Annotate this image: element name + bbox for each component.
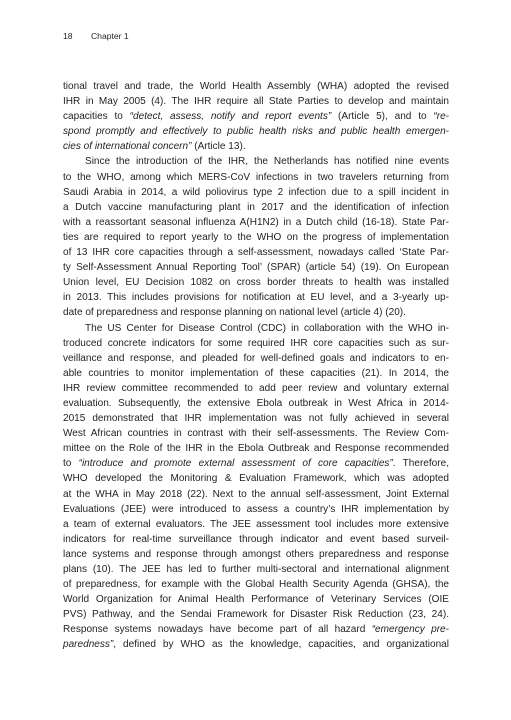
- text-run: Union level, EU Decision 1082 on cross border threats to health was installed: [63, 277, 449, 289]
- text-line: [63, 637, 449, 652]
- text-line: [63, 456, 449, 471]
- text-line: [63, 547, 449, 562]
- paragraph: [63, 79, 449, 154]
- italic-quote: cies of international concern”: [63, 141, 192, 153]
- text-line: [63, 607, 449, 622]
- text-run: ty Self-Assessment Annual Reporting Tool’ (SPAR) (article 54) (19). On European: [63, 262, 449, 274]
- text-line: [63, 215, 449, 230]
- page-number: 18: [63, 31, 73, 41]
- text-line: [63, 79, 449, 94]
- italic-quote: “detect, assess, notify and report events”: [129, 111, 332, 123]
- text-line: [63, 94, 449, 109]
- text-run: (Article 5), and to: [331, 111, 434, 123]
- text-run: World Organization for Animal Health Performance of Veterinary Services (OIE: [63, 594, 449, 606]
- text-run: mittee on the Role of the IHR in the Ebola Outbreak and Response recommended: [63, 443, 449, 455]
- text-run: capacities to: [63, 111, 130, 123]
- italic-quote: spond promptly and effectively to public health risks and public health emergen-: [63, 126, 449, 138]
- text-line: [63, 275, 449, 290]
- text-run: of preparedness, for example with the Global Health Security Agenda (GHSA), the: [63, 579, 449, 591]
- text-line: [63, 592, 449, 607]
- text-run: indicators for real-time surveillance through indicator and event based surveil-: [63, 533, 449, 545]
- text-line: [63, 366, 449, 381]
- text-run: (Article 13).: [191, 141, 246, 153]
- text-run: 2015 demonstrated that IHR implementation was not fully achieved in several: [63, 413, 449, 425]
- italic-quote: “re-: [433, 111, 450, 123]
- text-line: [63, 517, 449, 532]
- text-line: [63, 622, 449, 637]
- text-line: [63, 245, 449, 260]
- text-line: [63, 124, 449, 139]
- text-line: [63, 154, 449, 169]
- text-run: ties are required to report yearly to the WHO on the progress of implementation: [63, 231, 449, 243]
- text-run: a team of external evaluators. The JEE assessment tool includes more extensive: [63, 518, 449, 530]
- text-run: IHR review committee recommended to add peer review and voluntary external: [63, 382, 449, 394]
- text-line: [63, 351, 449, 366]
- text-run: to the WHO, among which MERS-CoV infections in two travelers returning from: [63, 171, 449, 183]
- text-line: [63, 230, 449, 245]
- italic-quote: paredness”: [63, 639, 114, 651]
- text-line: [63, 502, 449, 517]
- text-line: [63, 305, 449, 320]
- text-run: able countries to monitor implementation of these capacities (21). In 2014, the: [63, 367, 449, 379]
- text-run: a Dutch vaccine manufacturing plant in 2017 and the identification of infection: [63, 201, 449, 213]
- text-run: evaluation. Subsequently, the extensive Ebola outbreak in West Africa in 2014-: [63, 397, 449, 409]
- text-run: in 2013. This includes provisions for notification at EU level, and a 3-yearly up-: [63, 292, 449, 304]
- text-run: . Therefore,: [392, 458, 449, 470]
- paragraph: [63, 321, 449, 653]
- italic-quote: “introduce and promote external assessment of core capacities”: [78, 458, 393, 470]
- text-run: West African countries in contrast with their self-assessments. The Review Com-: [63, 428, 449, 440]
- body-text: [63, 79, 449, 653]
- text-line: [63, 441, 449, 456]
- italic-quote: “emergency pre-: [371, 624, 449, 636]
- text-line: [63, 170, 449, 185]
- text-line: [63, 185, 449, 200]
- text-line: [63, 471, 449, 486]
- text-run: Since the introduction of the IHR, the Netherlands has notified nine events: [85, 156, 449, 168]
- text-run: date of preparedness and response planning on national level (article 4) (20).: [63, 307, 406, 319]
- text-line: [63, 487, 449, 502]
- text-run: The US Center for Disease Control (CDC) in collaboration with the WHO in-: [85, 322, 449, 334]
- text-run: at the WHA in May 2018 (22). Next to the annual self-assessment, Joint External: [63, 488, 449, 500]
- text-run: veillance and response, and pleaded for well-defined goals and indicators to en-: [63, 352, 449, 364]
- text-line: [63, 396, 449, 411]
- text-run: Response systems nowadays have become part of all hazard: [63, 624, 372, 636]
- text-run: Saudi Arabia in 2014, a wild poliovirus type 2 infection due to a spill incident in: [63, 186, 449, 198]
- text-line: [63, 336, 449, 351]
- text-line: [63, 577, 449, 592]
- text-run: WHO developed the Monitoring & Evaluation Framework, which was adopted: [63, 473, 449, 485]
- text-run: tional travel and trade, the World Health Assembly (WHA) adopted the revised: [63, 81, 449, 92]
- text-line: [63, 321, 449, 336]
- text-line: [63, 139, 449, 154]
- text-line: [63, 426, 449, 441]
- text-run: Evaluations (JEE) were introduced to assess a country’s IHR implementation by: [63, 503, 449, 515]
- text-line: [63, 411, 449, 426]
- text-line: [63, 381, 449, 396]
- text-run: troduced concrete indicators for some required IHR core capacities such as sur-: [63, 337, 449, 349]
- text-line: [63, 200, 449, 215]
- text-run: PVS) Pathway, and the Sendai Framework for Disaster Risk Reduction (23, 24).: [63, 609, 449, 621]
- text-run: , defined by WHO as the knowledge, capacities, and organizational: [113, 639, 449, 651]
- paragraph: [63, 154, 449, 320]
- text-run: of 13 IHR core capacities through a self-assessment, nowadays called ‘State Par-: [63, 247, 449, 259]
- text-line: [63, 562, 449, 577]
- text-line: [63, 290, 449, 305]
- text-run: lance systems and response through amongst others preparedness and response: [63, 548, 449, 560]
- text-run: with a reassortant seasonal influenza A(H1N2) in a Dutch child (16-18). State Par-: [63, 216, 449, 228]
- text-line: [63, 109, 449, 124]
- text-run: to: [63, 458, 79, 470]
- text-line: [63, 532, 449, 547]
- text-run: plans (10). The JEE has led to further multi-sectoral and international alignment: [63, 564, 449, 575]
- chapter-label: Chapter 1: [90, 31, 129, 41]
- text-line: [63, 260, 449, 275]
- text-run: IHR in May 2005 (4). The IHR require all State Parties to develop and maintain: [63, 96, 449, 108]
- running-header: [63, 31, 129, 41]
